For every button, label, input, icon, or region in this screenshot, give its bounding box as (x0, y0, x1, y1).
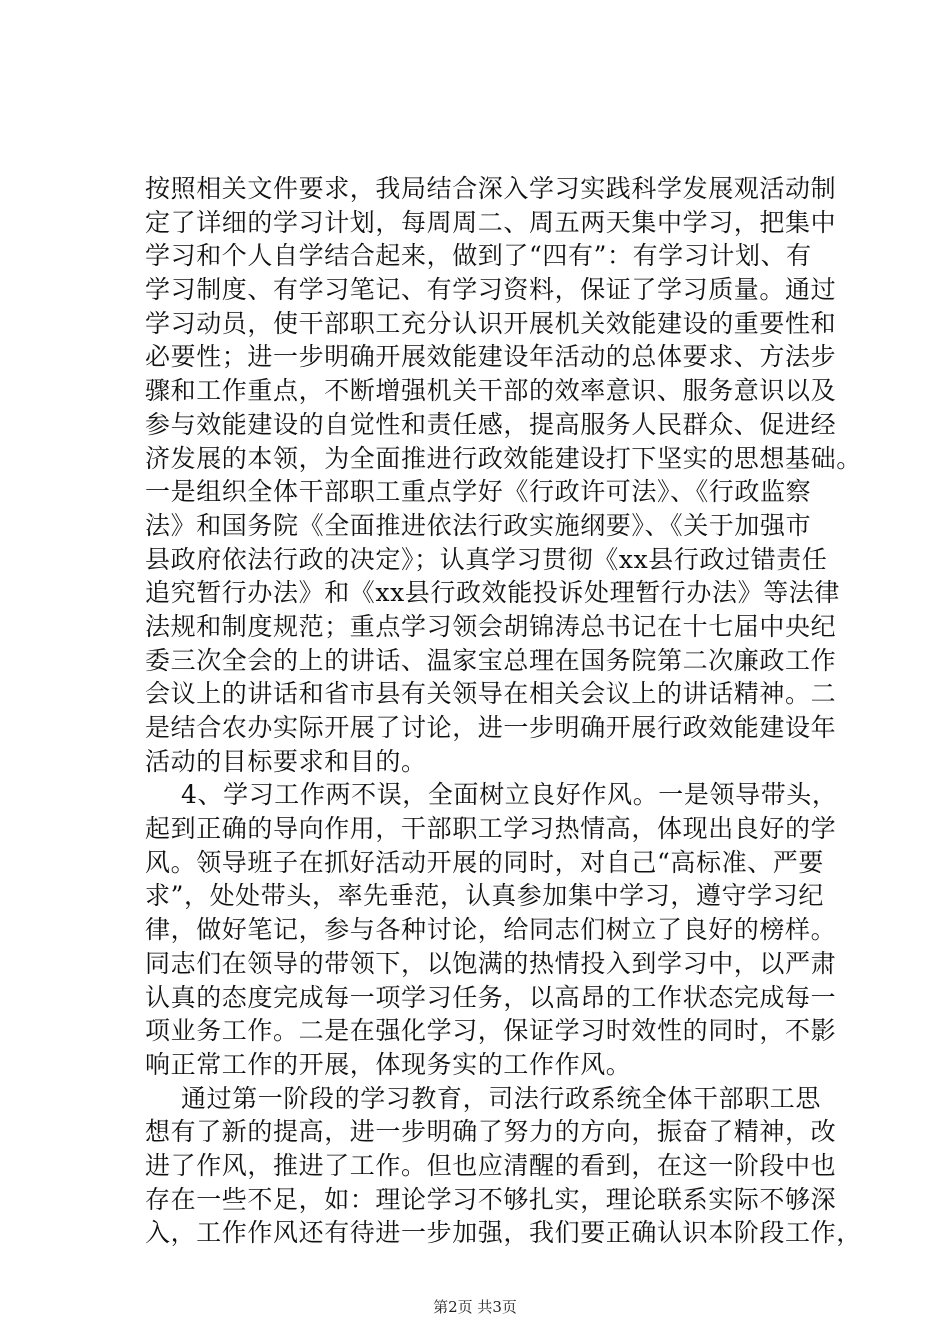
text-line: 风。领导班子在抓好活动开展的同时，对自己“高标准、严要 (145, 847, 824, 877)
text-line: 求”，处处带头，率先垂范，认真参加集中学习，遵守学习纪 (145, 881, 824, 911)
text-line: 委三次全会的上的讲话、温家宝总理在国务院第二次廉政工作 (145, 645, 837, 675)
text-line: 济发展的本领，为全面推进行政效能建设打下坚实的思想基础。 (145, 443, 862, 473)
text-line: 参与效能建设的自觉性和责任感，提高服务人民群众、促进经 (145, 409, 837, 439)
text-line: 起到正确的导向作用，干部职工学习热情高，体现出良好的学 (145, 814, 837, 844)
text-line: 活动的目标要求和目的。 (145, 746, 427, 776)
text-line: 响正常工作的开展，体现务实的工作作风。 (145, 1049, 632, 1079)
text-line: 律，做好笔记，参与各种讨论，给同志们树立了良好的榜样。 (145, 915, 837, 945)
text-line: 认真的态度完成每一项学习任务，以高昂的工作状态完成每一 (145, 982, 837, 1012)
text-line: 必要性；进一步明确开展效能建设年活动的总体要求、方法步 (145, 342, 837, 372)
text-line: 项业务工作。二是在强化学习，保证学习时效性的同时，不影 (145, 1016, 837, 1046)
text-line: 学习动员，使干部职工充分认识开展机关效能建设的重要性和 (145, 308, 837, 338)
text-line: 想有了新的提高，进一步明确了努力的方向，振奋了精神，改 (145, 1117, 837, 1147)
text-line: 学习和个人自学结合起来，做到了“四有”：有学习计划、有 (145, 241, 812, 271)
page-number-label: 第2页 共3页 (433, 1298, 517, 1316)
text-line: 追究暂行办法》和《xx县行政效能投诉处理暂行办法》等法律 (145, 578, 841, 608)
text-line: 进了作风，推进了工作。但也应清醒的看到，在这一阶段中也 (145, 1150, 837, 1180)
text-line: 入，工作作风还有待进一步加强，我们要正确认识本阶段工作， (145, 1218, 862, 1248)
text-line: 县政府依法行政的决定》；认真学习贯彻《xx县行政过错责任 (145, 544, 828, 574)
text-line: 法规和制度规范；重点学习领会胡锦涛总书记在十七届中央纪 (145, 611, 837, 641)
page-footer (0, 1297, 950, 1317)
text-line: 一是组织全体干部职工重点学好《行政许可法》、《行政监察 (145, 477, 812, 507)
paragraph-start-line: 4、学习工作两不误，全面树立良好作风。一是领导带头， (181, 780, 838, 810)
text-line: 定了详细的学习计划，每周周二、周五两天集中学习，把集中 (145, 207, 837, 237)
text-line: 法》和国务院《全面推进依法行政实施纲要》、《关于加强市 (145, 510, 812, 540)
body-text (145, 172, 862, 1250)
paragraph-start-line: 通过第一阶段的学习教育，司法行政系统全体干部职工思 (181, 1083, 822, 1113)
text-line: 是结合农办实际开展了讨论，进一步明确开展行政效能建设年 (145, 713, 837, 742)
text-line: 骤和工作重点，不断增强机关干部的效率意识、服务意识以及 (145, 376, 837, 406)
text-line: 学习制度、有学习笔记、有学习资料，保证了学习质量。通过 (145, 275, 837, 305)
text-line: 存在一些不足，如：理论学习不够扎实，理论联系实际不够深 (145, 1184, 837, 1214)
text-line: 会议上的讲话和省市县有关领导在相关会议上的讲话精神。二 (145, 679, 837, 709)
text-line: 按照相关文件要求，我局结合深入学习实践科学发展观活动制 (145, 174, 837, 203)
text-line: 同志们在领导的带领下，以饱满的热情投入到学习中，以严肃 (145, 948, 837, 978)
